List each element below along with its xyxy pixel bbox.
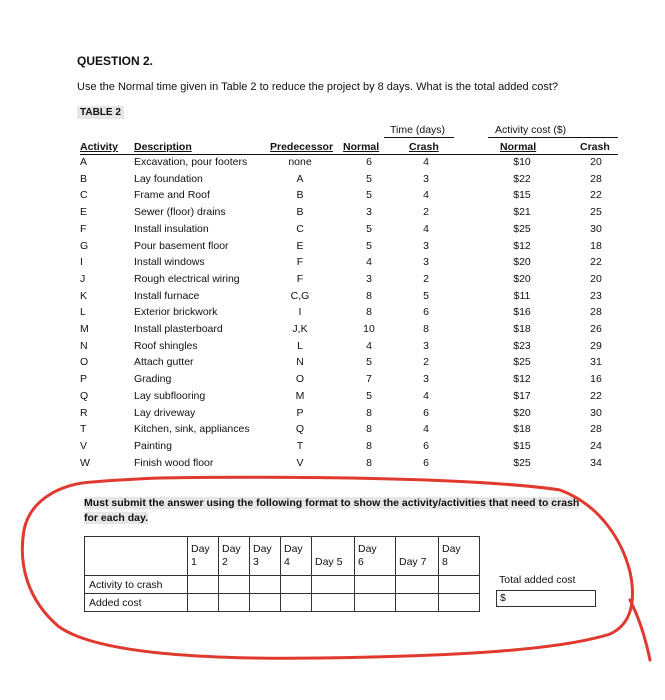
table-row: R Lay driveway P 8 6 $20 30 — [80, 406, 602, 419]
col-activity: Activity — [80, 141, 118, 153]
col-normal: Normal — [343, 141, 380, 153]
table-row: W Finish wood floor V 8 6 $25 34 — [80, 456, 602, 469]
day-6-header: Day 6 — [355, 537, 396, 576]
col-predecessor: Predecessor — [270, 141, 334, 153]
answer-instructions: Must submit the answer using the following format to show the activity/activities that need to crash for each day. — [84, 497, 580, 524]
total-added-cost-label: Total added cost — [499, 574, 576, 586]
day-7-header: Day 7 — [396, 537, 439, 576]
table-row: V Painting T 8 6 $15 24 — [80, 439, 602, 452]
question-text: Use the Normal time given in Table 2 to reduce the project by 8 days. What is the total added cost? — [77, 81, 559, 93]
table-row: K Install furnace C,G 8 5 $11 23 — [80, 289, 602, 302]
question-title: QUESTION 2. — [77, 54, 154, 68]
table-row: L Exterior brickwork I 8 6 $16 28 — [80, 306, 602, 319]
table-row: T Kitchen, sink, appliances Q 8 4 $18 28 — [80, 423, 602, 436]
table-row: A Excavation, pour footers none 6 4 $10 20 — [80, 156, 602, 168]
table-row: G Pour basement floor E 5 3 $12 18 — [80, 239, 602, 252]
cost-group-header: Activity cost ($) — [495, 124, 567, 136]
table-row: P Grading O 7 3 $12 16 — [80, 373, 602, 386]
day-2-header: Day 2 — [219, 537, 250, 576]
table-row: F Install insulation C 5 4 $25 30 — [80, 222, 602, 235]
table-row: I Install windows F 4 3 $20 22 — [80, 256, 602, 269]
table-row: C Frame and Roof B 5 4 $15 22 — [80, 189, 602, 202]
table-row: N Roof shingles L 4 3 $23 29 — [80, 339, 602, 352]
day-5-header: Day 5 — [312, 537, 355, 576]
table-label: TABLE 2 — [77, 106, 124, 119]
table-row: J Rough electrical wiring F 3 2 $20 20 — [80, 272, 602, 285]
col-cost-normal: Normal — [500, 141, 537, 153]
table-row: Q Lay subflooring M 5 4 $17 22 — [80, 389, 602, 402]
col-cost-crash: Crash — [580, 141, 610, 153]
activity-to-crash-label: Activity to crash — [85, 576, 188, 594]
table-row: B Lay foundation A 5 3 $22 28 — [80, 172, 602, 185]
col-description: Description — [134, 141, 192, 153]
dollar-sign: $ — [500, 592, 506, 604]
col-crash: Crash — [409, 141, 439, 153]
day-4-header: Day 4 — [281, 537, 312, 576]
day-8-header: Day 8 — [439, 537, 480, 576]
added-cost-label: Added cost — [85, 594, 188, 612]
table-row: O Attach gutter N 5 2 $25 31 — [80, 356, 602, 369]
time-group-header: Time (days) — [390, 124, 446, 136]
table-row: M Install plasterboard J,K 10 8 $18 26 — [80, 323, 602, 335]
table-row: E Sewer (floor) drains B 3 2 $21 25 — [80, 206, 602, 219]
annotation-ring-stroke — [22, 477, 650, 660]
day-3-header: Day 3 — [250, 537, 281, 576]
day-1-header: Day 1 — [188, 537, 219, 576]
